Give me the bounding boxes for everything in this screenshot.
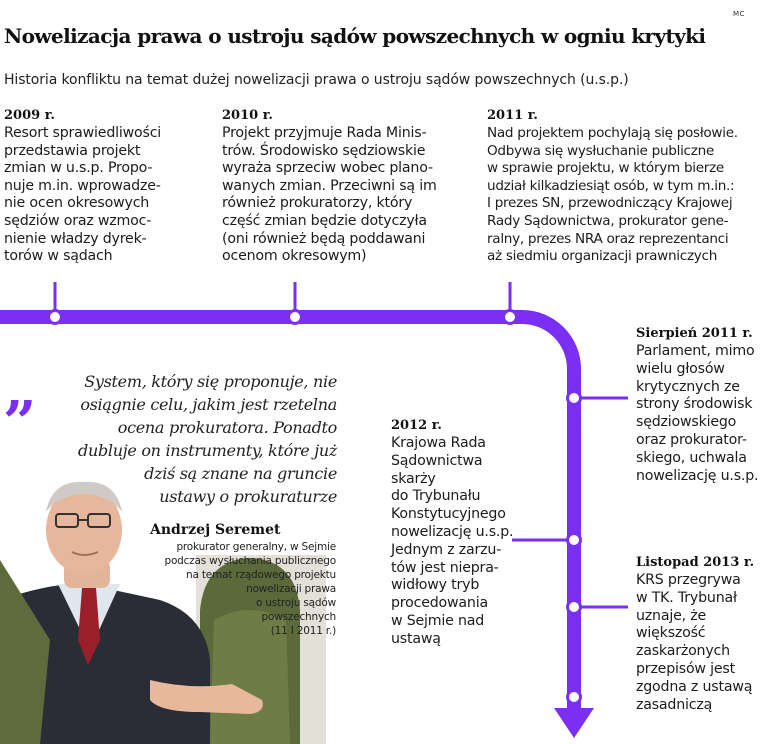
event-text-2009: Resort sprawiedliwości przedstawia projekt zmian w u.s.p. Propo- nuje m.in. wprowadze- nie ocen okresowych sędziów oraz wzmoc- nienie władzy dyrek- torów w sądach [4,125,162,265]
event-dot-listopad-2013 [568,601,581,614]
event-year-sierpien-2011: Sierpień 2011 r. [636,326,753,341]
event-year-2009: 2009 r. [4,108,55,123]
quote-text: System, który się proponuje, nie osiągnie celu, jakim jest rzetelna ocena prokuratora. Ponadto dubluje on instrumenty, które już dziś są znane na gruncie ustawy o prokuraturze [78,372,337,506]
event-dot-2010 [289,311,302,324]
event-dot-2009 [49,311,62,324]
event-text-listopad-2013: KRS przegrywa w TK. Trybunał uznaje, że większość zaskarżonych przepisów jest zgodna z ustawą zasadniczą [636,572,753,713]
event-dot-sierpien-2011 [568,392,581,405]
credit-initials: MC [733,10,745,18]
page-title: Nowelizacja prawa o ustroju sądów powszechnych w ogniu krytyki [4,24,706,48]
event-text-sierpien-2011: Parlament, mimo wielu głosów krytycznych ze strony środowisk sędziowskiego oraz prokurator- skiego, uchwala nowelizację u.s.p. [636,343,759,484]
event-text-2012: Krajowa Rada Sądownictwa skarży do Trybunału Konstytucyjnego nowelizację u.s.p. Jednym z zarzu- tów jest niepra- widłowy tryb procedowania w Sejmie nad ustawą [391,435,514,647]
event-year-2010: 2010 r. [222,108,273,123]
event-year-2012: 2012 r. [391,418,442,433]
speaker-role: prokurator generalny, w Sejmie podczas wysłuchania publicznego na temat rządowego projektu nowelizacji prawa o ustroju sądów powszechnych (11 I 2011 r.) [164,541,336,637]
event-dot-2011 [504,311,517,324]
event-dot-2012 [568,534,581,547]
timeline-arrowhead [554,708,594,738]
event-year-listopad-2013: Listopad 2013 r. [636,555,755,570]
event-text-2010: Projekt przyjmuje Rada Minis- trów. Środowisko sędziowskie wyraża sprzeciw wobec plano- wanych zmian. Przeciwni są im również prokuratorzy, który część zmian będzie dotyczyła (oni również będą poddawani ocenom okresowym) [222,125,437,265]
page-subtitle: Historia konfliktu na temat dużej nowelizacji prawa o ustroju sądów powszechnych (u.s.p.) [4,72,629,88]
event-year-2011: 2011 r. [487,108,538,123]
event-text-2011: Nad projektem pochylają się posłowie. Odbywa się wysłuchanie publiczne w sprawie projektu, w którym bierze udział kilkadziesiąt osób, w tym m.in.: I prezes SN, przewodniczący Krajowej Rady Sądownictwa, prokurator gene- ralny, prezes NRA oraz reprezentanci aż siedmiu organizacji prawniczych [487,125,738,265]
event-dot-end [568,691,581,704]
speaker-name: Andrzej Seremet [150,522,281,538]
quote-mark: „ [4,355,38,423]
